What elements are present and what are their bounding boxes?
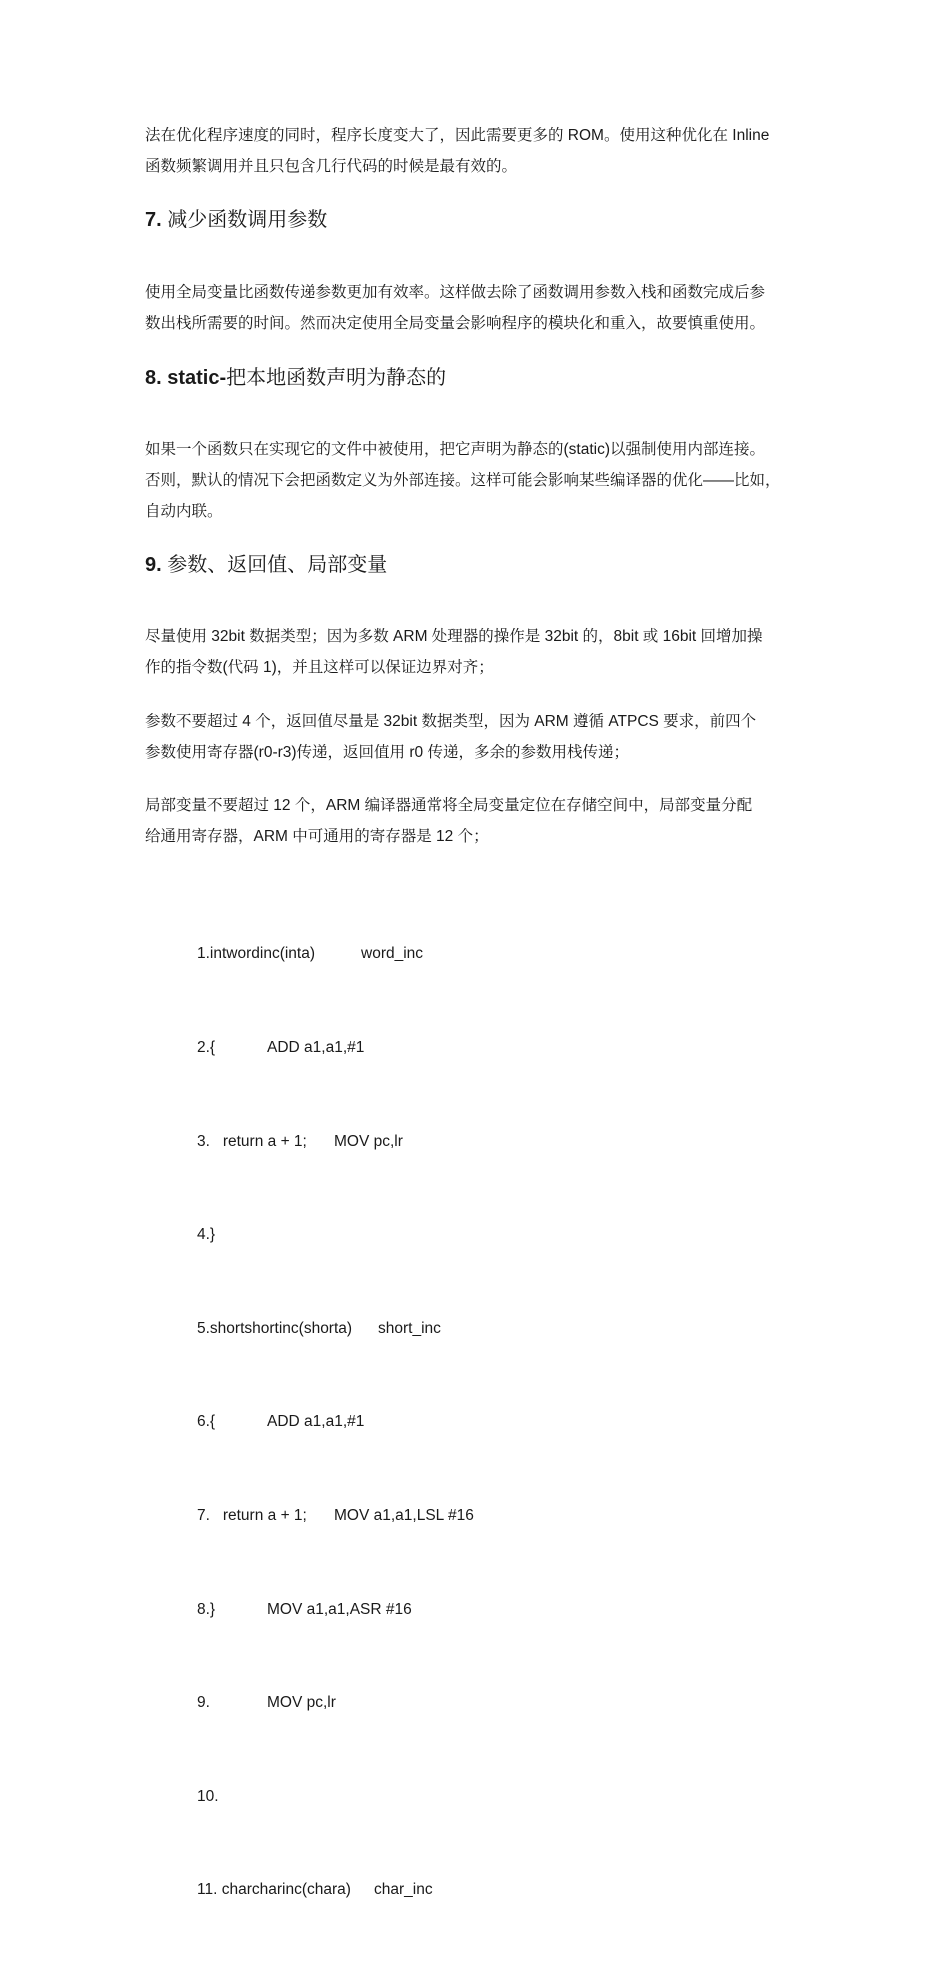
code-source: 3. return a + 1; [197,1132,307,1150]
paragraph-line: 局部变量不要超过 12 个，ARM 编译器通常将全局变量定位在存储空间中，局部变量分配 [145,797,753,814]
section-9-paragraph-2 [145,706,810,768]
section-title: 参数、返回值、局部变量 [167,554,388,576]
code-source: 8.} [197,1600,216,1618]
code-asm: char_inc [374,1881,433,1899]
code-source: 2.{ [197,1039,216,1056]
paragraph-line: 如果一个函数只在实现它的文件中被使用，把它声明为静态的(static)以强制使用内部连接。 [145,441,766,458]
code-asm: MOV a1,a1,ASR #16 [267,1600,412,1618]
code-line [197,1219,474,1250]
section-9-paragraph-1 [145,621,810,683]
paragraph-line: 给通用寄存器，ARM 中可通用的寄存器是 12 个； [145,828,489,845]
code-line [197,1032,474,1063]
paragraph-line: 作的指令数(代码 1)，并且这样可以保证边界对齐； [145,659,494,676]
paragraph-line: 使用全局变量比函数传递参数更加有效率。这样做去除了函数调用参数入栈和函数完成后参 [145,284,766,301]
code-source: 6.{ [197,1413,216,1431]
paragraph-line: 函数频繁调用并且只包含几行代码的时候是最有效的。 [145,158,518,175]
paragraph-line: 参数使用寄存器(r0-r3)传递，返回值用 r0 传递，多余的参数用栈传递； [145,744,629,761]
code-asm: short_inc [378,1319,441,1337]
section-title: 把本地函数声明为静态的 [226,367,447,389]
code-line [197,1406,474,1437]
code-line [197,1781,474,1812]
code-listing [197,876,474,1968]
code-line [197,1594,474,1625]
paragraph-line: 尽量使用 32bit 数据类型；因为多数 ARM 处理器的操作是 32bit 的，8bit 或 16bit 回增加操 [145,628,763,645]
section-8-paragraph [145,434,810,527]
code-asm: MOV pc,lr [334,1132,403,1150]
paragraph-line: 法在优化程序速度的同时，程序长度变大了，因此需要更多的 ROM。使用这种优化在 Inline [145,127,770,144]
code-line [197,1500,474,1531]
intro-paragraph [145,120,810,182]
code-source: 4.} [197,1226,216,1244]
paragraph-line: 否则，默认的情况下会把函数定义为外部连接。这样可能会影响某些编译器的优化——比如， [145,472,781,489]
code-line [197,1126,474,1157]
section-9-heading [145,550,387,580]
code-source: 9. [197,1694,210,1712]
code-source: 5.shortshortinc(shorta) [197,1319,353,1337]
code-asm: ADD a1,a1,#1 [267,1413,365,1431]
section-7-heading [145,205,327,235]
code-line [197,938,474,969]
section-number: 7. [145,209,162,231]
code-line [197,1313,474,1344]
section-number: 8. static- [145,367,227,389]
code-source: 10. [197,1787,219,1805]
code-asm: MOV pc,lr [267,1694,336,1712]
code-line [197,1687,474,1718]
code-source: 11. charcharinc(chara) [197,1881,351,1899]
code-source: 1.intwordinc(inta) [197,945,316,963]
paragraph-line: 自动内联。 [145,503,223,520]
code-line [197,1874,474,1905]
code-source: 7. return a + 1; [197,1506,307,1524]
section-title: 减少函数调用参数 [167,209,328,231]
code-asm: word_inc [361,945,424,963]
code-asm: ADD a1,a1,#1 [267,1039,365,1056]
section-7-paragraph [145,277,810,339]
code-asm: MOV a1,a1,LSL #16 [334,1506,474,1524]
section-9-paragraph-3 [145,790,810,852]
section-8-heading [145,363,446,393]
paragraph-line: 数出栈所需要的时间。然而决定使用全局变量会影响程序的模块化和重入，故要慎重使用。 [145,315,766,332]
section-number: 9. [145,554,162,576]
paragraph-line: 参数不要超过 4 个，返回值尽量是 32bit 数据类型，因为 ARM 遵循 ATPCS 要求，前四个 [145,713,757,730]
